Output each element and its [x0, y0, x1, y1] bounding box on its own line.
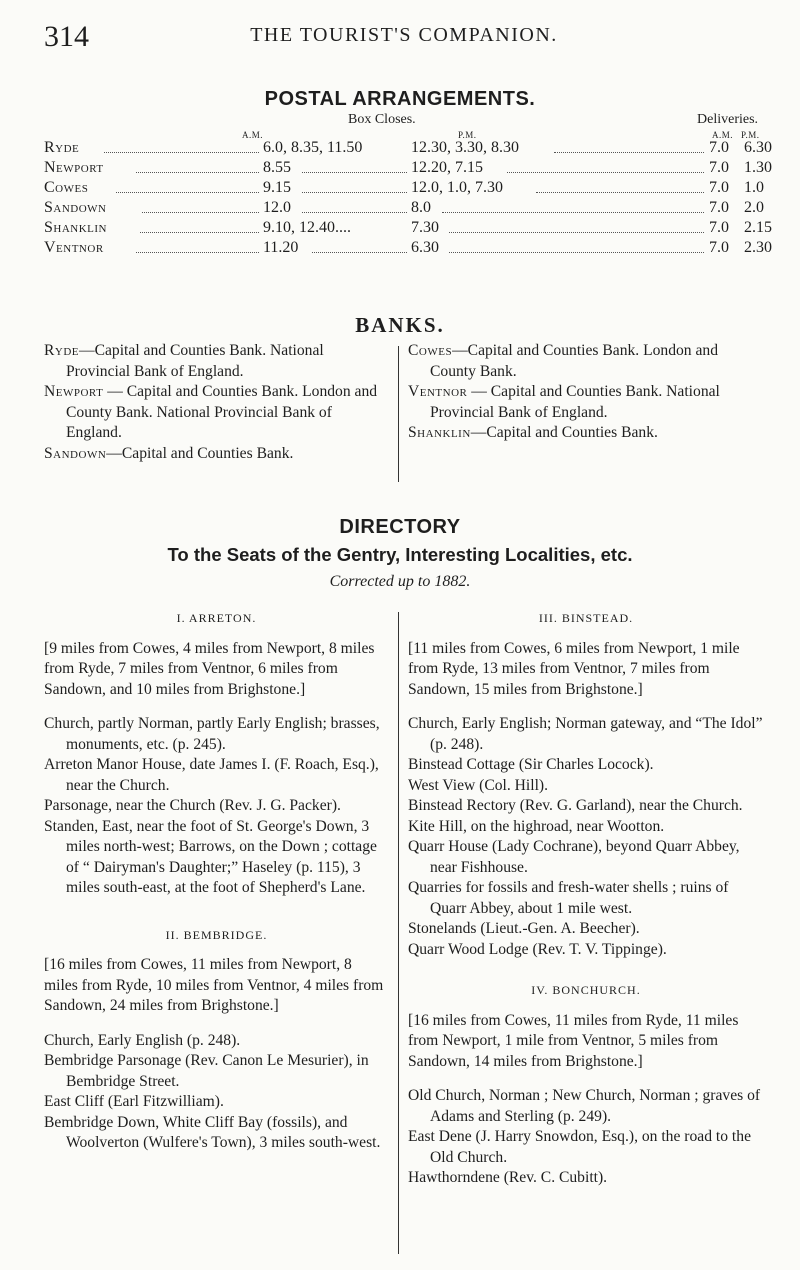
bank-town: Shanklin — [408, 424, 471, 441]
box-closes-label: Box Closes. — [348, 112, 416, 127]
directory-entry: Stonelands (Lieut.-Gen. A. Beecher). — [408, 920, 640, 937]
bank-entry — [408, 382, 764, 423]
delivery-am: 7.0 — [709, 219, 729, 236]
directory-entry: East Dene (J. Harry Snowdon, Esq.), on the road to the Old Church. — [408, 1128, 751, 1166]
delivery-am: 7.0 — [709, 159, 729, 176]
am-label: A.M. — [242, 130, 264, 140]
postal-row — [44, 178, 764, 198]
directory-entry: Arreton Manor House, date James I. (F. Roach, Esq.), near the Church. — [44, 756, 379, 794]
directory-entry: East Cliff (Earl Fitzwilliam). — [44, 1093, 224, 1110]
bank-text: — Capital and Counties Bank. London and County Bank. National Provincial Bank of England. — [66, 383, 378, 441]
directory-subtitle: To the Seats of the Gentry, Interesting Localities, etc. — [167, 544, 633, 565]
delivery-pm: 2.30 — [744, 239, 772, 256]
delivery-am-label: A.M. — [712, 130, 734, 140]
bank-entry — [408, 423, 764, 444]
bank-entry — [44, 341, 389, 382]
postal-am: 9.10, 12.40.... — [263, 219, 351, 236]
banks-column-divider — [398, 346, 399, 482]
bank-text: —Capital and Counties Bank. National Provincial Bank of England. — [66, 342, 324, 380]
postal-am: 6.0, 8.35, 11.50 — [263, 139, 363, 156]
delivery-am: 7.0 — [709, 139, 729, 156]
postal-row — [44, 138, 772, 158]
directory-title: DIRECTORY — [339, 516, 461, 538]
bank-town: Sandown — [44, 444, 107, 462]
postal-town: Ryde — [44, 139, 80, 156]
directory-right-column — [408, 608, 764, 1189]
page-number: 314 — [44, 20, 89, 53]
postal-row — [44, 158, 772, 178]
delivery-am: 7.0 — [709, 239, 729, 256]
directory-entry: Binstead Cottage (Sir Charles Locock). — [408, 756, 654, 773]
page-header — [44, 20, 764, 60]
bank-text: —Capital and Counties Bank. — [470, 424, 658, 441]
delivery-pm: 2.0 — [744, 199, 764, 216]
postal-row — [44, 238, 772, 258]
directory-entry: Kite Hill, on the highroad, near Wootton. — [408, 817, 665, 835]
directory-entry: Hawthorndene (Rev. C. Cubitt). — [408, 1169, 608, 1186]
section-heading: I. ARRETON. — [176, 611, 257, 625]
delivery-am: 7.0 — [709, 199, 729, 216]
directory-entry: Binstead Rectory (Rev. G. Garland), near the Church. — [408, 797, 743, 814]
banks-title: BANKS. — [355, 313, 445, 337]
directory-entry: West View (Col. Hill). — [408, 776, 549, 794]
directory-entry: Church, Early English; Norman gateway, and “The Idol” (p. 248). — [408, 715, 763, 753]
delivery-am: 7.0 — [709, 179, 729, 196]
bank-text: —Capital and Counties Bank. London and County Bank. — [430, 342, 719, 380]
directory-entry: Quarr House (Lady Cochrane), beyond Quarr Abbey, near Fishhouse. — [408, 838, 740, 876]
postal-pm: 6.30 — [411, 239, 439, 256]
postal-town: Sandown — [44, 199, 107, 216]
postal-pm: 12.20, 7.15 — [411, 159, 483, 176]
postal-town: Shanklin — [44, 219, 107, 236]
postal-row — [44, 198, 764, 218]
directory-entry: Standen, East, near the foot of St. George's Down, 3 miles north-west; Barrows, on the Down ; cottage of “ Dairyman's Daughter;” Haseley (p. 115), 3 miles south-east, at the foot of Shepherd's Lane. — [44, 817, 377, 896]
section-distances: [16 miles from Cowes, 11 miles from Newport, 8 miles from Ryde, 10 miles from Ventnor, 4 miles from Sandown, 24 miles from Brighstone.] — [44, 956, 384, 1014]
directory-entry: Old Church, Norman ; New Church, Norman ; graves of Adams and Sterling (p. 249). — [408, 1087, 761, 1125]
postal-town: Cowes — [44, 179, 89, 196]
bank-entry — [44, 382, 389, 444]
postal-town: Newport — [44, 159, 104, 176]
directory-entry: Bembridge Parsonage (Rev. Canon Le Mesurier), in Bembridge Street. — [44, 1052, 369, 1090]
pm-label: P.M. — [458, 130, 477, 140]
postal-title: POSTAL ARRANGEMENTS. — [264, 88, 536, 110]
delivery-pm-label: P.M. — [741, 130, 760, 140]
banks-left-column — [44, 341, 389, 464]
delivery-pm: 1.0 — [744, 179, 764, 196]
bank-text: — Capital and Counties Bank. National Provincial Bank of England. — [430, 383, 720, 421]
section-heading: III. BINSTEAD. — [538, 611, 634, 625]
postal-pm: 12.0, 1.0, 7.30 — [411, 179, 503, 196]
bank-town: Newport — [44, 383, 104, 400]
section-distances: [11 miles from Cowes, 6 miles from Newport, 1 mile from Ryde, 13 miles from Ventnor, 7 miles from Sandown, 15 miles from Brighstone.] — [408, 639, 740, 698]
banks-right-column — [408, 341, 764, 444]
section-distances: [16 miles from Cowes, 11 miles from Ryde, 11 miles from Newport, 1 mile from Ventnor, 5 miles from Sandown, 14 miles from Brighstone.] — [408, 1011, 739, 1070]
postal-pm: 8.0 — [411, 199, 431, 216]
directory-corrected-date: Corrected up to 1882. — [329, 573, 471, 590]
postal-town: Ventnor — [44, 239, 104, 256]
postal-am: 9.15 — [263, 179, 291, 196]
directory-entry: Bembridge Down, White Cliff Bay (fossils), and Woolverton (Wulfere's Town), 3 miles south-west. — [44, 1113, 381, 1151]
postal-am: 8.55 — [263, 159, 291, 176]
section-distances: [9 miles from Cowes, 4 miles from Newport, 8 miles from Ryde, 7 miles from Ventnor, 6 miles from Sandown, and 10 miles from Brighstone.] — [44, 639, 375, 698]
directory-entry: Church, partly Norman, partly Early English; brasses, monuments, etc. (p. 245). — [44, 715, 380, 753]
postal-pm: 12.30, 3.30, 8.30 — [411, 139, 519, 156]
bank-town: Cowes — [408, 342, 453, 359]
directory-left-column — [44, 608, 389, 1154]
running-title: THE TOURIST'S COMPANION. — [250, 24, 558, 46]
delivery-pm: 1.30 — [744, 159, 772, 176]
directory-entry: Church, Early English (p. 248). — [44, 1031, 241, 1049]
postal-pm: 7.30 — [411, 219, 439, 236]
bank-town: Ryde — [44, 342, 80, 359]
section-heading: II. BEMBRIDGE. — [165, 927, 268, 942]
directory-entry: Parsonage, near the Church (Rev. J. G. Packer). — [44, 797, 341, 814]
directory-column-divider — [398, 612, 399, 1254]
directory-entry: Quarries for fossils and fresh-water shells ; ruins of Quarr Abbey, about 1 mile west. — [408, 879, 729, 917]
postal-am: 11.20 — [263, 239, 299, 256]
postal-row — [44, 218, 772, 238]
bank-entry — [408, 341, 764, 382]
bank-town: Ventnor — [408, 383, 468, 400]
deliveries-label: Deliveries. — [697, 112, 759, 127]
postal-am: 12.0 — [263, 199, 291, 216]
section-heading: IV. BONCHURCH. — [531, 983, 641, 997]
delivery-pm: 6.30 — [744, 139, 772, 156]
bank-entry — [44, 444, 389, 465]
bank-text: —Capital and Counties Bank. — [106, 444, 294, 462]
directory-entry: Quarr Wood Lodge (Rev. T. V. Tippinge). — [408, 940, 667, 958]
delivery-pm: 2.15 — [744, 219, 772, 236]
